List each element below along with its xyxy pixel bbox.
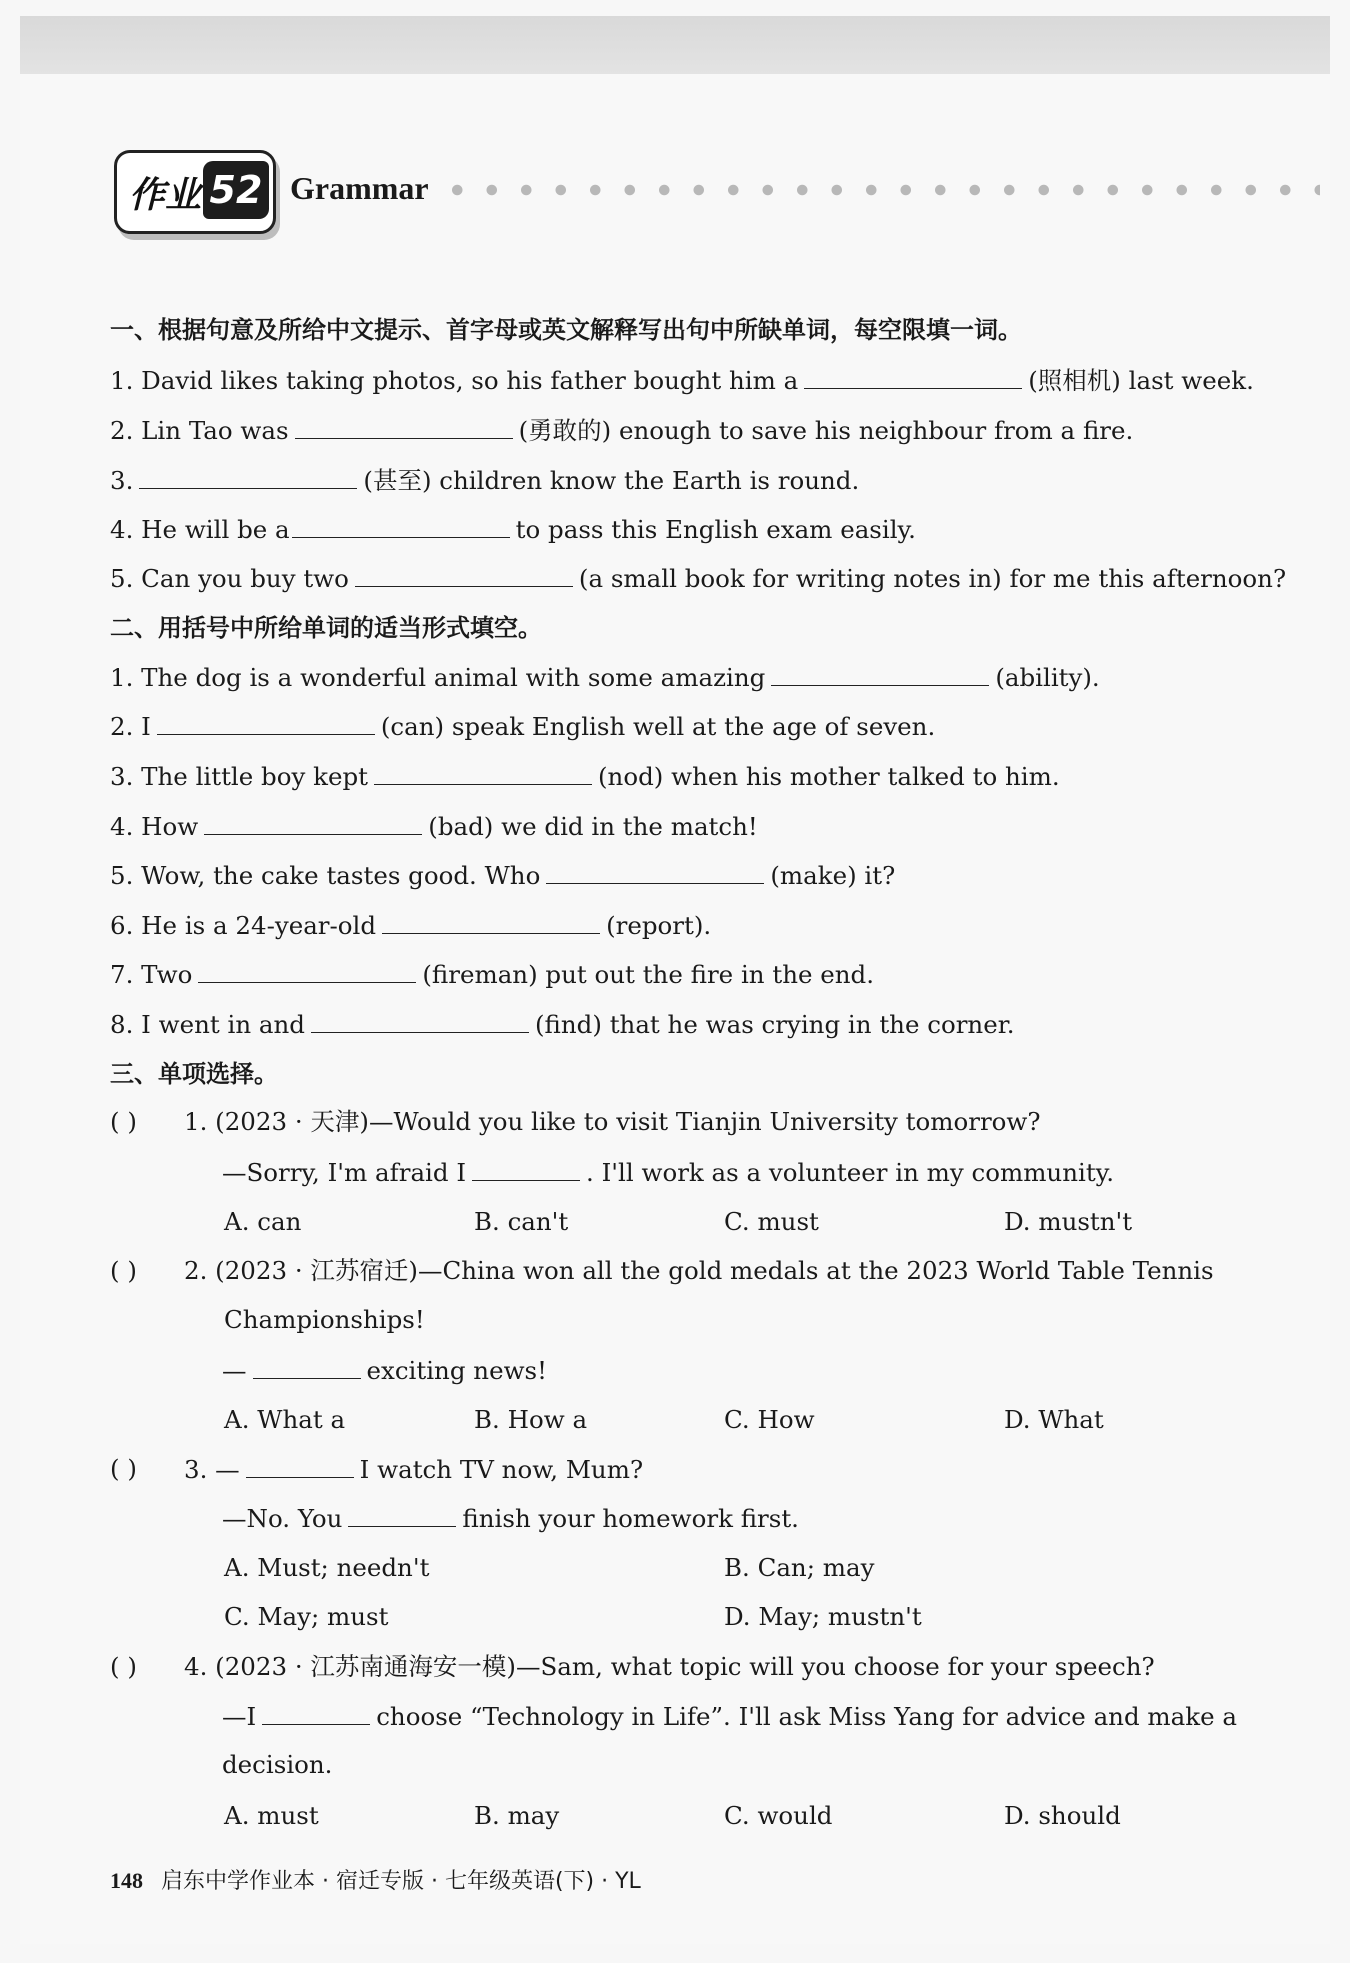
option-a[interactable]: A. What a bbox=[224, 1405, 346, 1434]
option-c[interactable]: C. May; must bbox=[224, 1602, 389, 1631]
s3-q1-reply bbox=[222, 1156, 1114, 1189]
answer-paren[interactable]: ( ) bbox=[110, 1652, 137, 1681]
s3-q2-stem: 2. (2023 · 江苏宿迁)—China won all the gold medals at the 2023 World Table Tennis bbox=[184, 1256, 1214, 1285]
option-a[interactable]: A. must bbox=[224, 1801, 319, 1830]
s3-q2-reply-a: — bbox=[222, 1356, 247, 1385]
answer-paren[interactable]: ( ) bbox=[110, 1256, 137, 1285]
s2-question-2 bbox=[110, 710, 935, 743]
option-d[interactable]: D. What bbox=[1004, 1405, 1104, 1434]
answer-blank[interactable] bbox=[295, 414, 513, 439]
s2-q1-hint: (ability). bbox=[995, 663, 1100, 692]
option-a[interactable]: A. Must; needn't bbox=[224, 1553, 430, 1582]
s2-q4-text: 4. How bbox=[110, 812, 199, 841]
s1-q1-hint: (照相机) last week. bbox=[1028, 366, 1254, 395]
s2-q1-text: 1. The dog is a wonderful animal with some amazing bbox=[110, 663, 766, 692]
s3-q1-reply-a: —Sorry, I'm afraid I bbox=[222, 1158, 467, 1187]
answer-paren[interactable]: ( ) bbox=[110, 1454, 137, 1483]
s2-q5-hint: (make) it? bbox=[770, 861, 896, 890]
homework-number: 52 bbox=[203, 161, 269, 219]
s1-q4-text: 4. He will be a bbox=[110, 515, 290, 544]
homework-badge bbox=[114, 150, 276, 234]
s3-q1-stem: 1. (2023 · 天津)—Would you like to visit Tianjin University tomorrow? bbox=[184, 1107, 1041, 1136]
s3-q3-stem bbox=[184, 1453, 643, 1486]
s1-q4-hint: to pass this English exam easily. bbox=[515, 515, 916, 544]
s2-question-4 bbox=[110, 810, 758, 843]
answer-blank[interactable] bbox=[771, 661, 989, 686]
s2-q8-hint: (find) that he was crying in the corner. bbox=[534, 1010, 1015, 1039]
s2-question-8 bbox=[110, 1008, 1015, 1041]
answer-blank[interactable] bbox=[246, 1453, 354, 1478]
s3-q4-stem: 4. (2023 · 江苏南通海安一模)—Sam, what topic will you choose for your speech? bbox=[184, 1652, 1155, 1681]
answer-blank[interactable] bbox=[262, 1700, 370, 1725]
s2-q7-hint: (fireman) put out the fire in the end. bbox=[422, 960, 875, 989]
s2-q6-hint: (report). bbox=[606, 911, 712, 940]
answer-blank[interactable] bbox=[311, 1008, 529, 1033]
s3-q2-reply bbox=[222, 1354, 547, 1387]
answer-blank[interactable] bbox=[804, 364, 1022, 389]
answer-blank[interactable] bbox=[157, 710, 375, 735]
top-scan-band bbox=[20, 16, 1330, 74]
s2-question-6 bbox=[110, 909, 711, 942]
option-c[interactable]: C. must bbox=[724, 1207, 819, 1236]
answer-paren[interactable]: ( ) bbox=[110, 1107, 137, 1136]
option-b[interactable]: B. How a bbox=[474, 1405, 588, 1434]
page-number: 148 bbox=[110, 1868, 143, 1893]
s1-q3-hint: (甚至) children know the Earth is round. bbox=[363, 466, 860, 495]
section-3-heading: 三、单项选择。 bbox=[110, 1060, 278, 1088]
s2-q7-text: 7. Two bbox=[110, 960, 193, 989]
option-d[interactable]: D. May; mustn't bbox=[724, 1602, 922, 1631]
option-b[interactable]: B. may bbox=[474, 1801, 560, 1830]
s2-question-1 bbox=[110, 661, 1100, 694]
section-2-heading: 二、用括号中所给单词的适当形式填空。 bbox=[110, 614, 542, 642]
s3-q3-reply-b: finish your homework first. bbox=[462, 1504, 799, 1533]
answer-blank[interactable] bbox=[472, 1156, 580, 1181]
answer-blank[interactable] bbox=[139, 464, 357, 489]
s3-q4-reply-cont: decision. bbox=[222, 1750, 333, 1779]
s2-question-5 bbox=[110, 859, 895, 892]
s2-question-3 bbox=[110, 760, 1060, 793]
s2-q3-hint: (nod) when his mother talked to him. bbox=[598, 762, 1060, 791]
answer-blank[interactable] bbox=[204, 810, 422, 835]
section-1-heading: 一、根据句意及所给中文提示、首字母或英文解释写出句中所缺单词，每空限填一词。 bbox=[110, 316, 1022, 344]
option-a[interactable]: A. can bbox=[224, 1207, 302, 1236]
s3-q3-reply bbox=[222, 1502, 799, 1535]
s3-q4-reply-b: choose “Technology in Life”. I'll ask Miss Yang for advice and make a bbox=[376, 1702, 1238, 1731]
s2-q2-hint: (can) speak English well at the age of seven. bbox=[380, 712, 936, 741]
s2-q6-text: 6. He is a 24-year-old bbox=[110, 911, 377, 940]
s1-q5-hint: (a small book for writing notes in) for me this afternoon? bbox=[578, 564, 1287, 593]
s2-q5-text: 5. Wow, the cake tastes good. Who bbox=[110, 861, 541, 890]
page-footer bbox=[110, 1864, 641, 1895]
answer-blank[interactable] bbox=[253, 1354, 361, 1379]
s1-q5-text: 5. Can you buy two bbox=[110, 564, 349, 593]
s2-q4-hint: (bad) we did in the match! bbox=[428, 812, 758, 841]
option-c[interactable]: C. would bbox=[724, 1801, 833, 1830]
s3-q1-reply-b: . I'll work as a volunteer in my community. bbox=[586, 1158, 1115, 1187]
s1-question-3 bbox=[110, 464, 859, 497]
answer-blank[interactable] bbox=[355, 562, 573, 587]
homework-label: 作业 bbox=[129, 175, 202, 216]
page-title: Grammar bbox=[290, 170, 429, 206]
s2-q8-text: 8. I went in and bbox=[110, 1010, 305, 1039]
s3-q4-reply bbox=[222, 1700, 1237, 1733]
s1-q2-text: 2. Lin Tao was bbox=[110, 416, 289, 445]
s3-q3-stem-a: 3. — bbox=[184, 1455, 240, 1484]
s3-q4-reply-a: —I bbox=[222, 1702, 257, 1731]
answer-blank[interactable] bbox=[382, 909, 600, 934]
answer-blank[interactable] bbox=[546, 859, 764, 884]
option-c[interactable]: C. How bbox=[724, 1405, 815, 1434]
s3-q2-reply-b: exciting news! bbox=[366, 1356, 547, 1385]
s3-q2-stem-cont: Championships! bbox=[224, 1305, 425, 1334]
option-d[interactable]: D. should bbox=[1004, 1801, 1121, 1830]
option-b[interactable]: B. Can; may bbox=[724, 1553, 875, 1582]
s2-question-7 bbox=[110, 958, 874, 991]
s3-q3-stem-b: I watch TV now, Mum? bbox=[359, 1455, 644, 1484]
option-b[interactable]: B. can't bbox=[474, 1207, 569, 1236]
s2-q3-text: 3. The little boy kept bbox=[110, 762, 368, 791]
answer-blank[interactable] bbox=[374, 760, 592, 785]
answer-blank[interactable] bbox=[348, 1502, 456, 1527]
s1-question-1 bbox=[110, 364, 1254, 397]
answer-blank[interactable] bbox=[198, 958, 416, 983]
s2-q2-text: 2. I bbox=[110, 712, 151, 741]
s1-q2-hint: (勇敢的) enough to save his neighbour from a fire. bbox=[518, 416, 1134, 445]
decorative-dots bbox=[440, 184, 1320, 196]
s1-question-5 bbox=[110, 562, 1286, 595]
s1-question-2 bbox=[110, 414, 1133, 447]
answer-blank[interactable] bbox=[292, 513, 510, 538]
s3-q3-reply-a: —No. You bbox=[222, 1504, 343, 1533]
s1-q3-text: 3. bbox=[110, 466, 134, 495]
option-d[interactable]: D. mustn't bbox=[1004, 1207, 1133, 1236]
s1-q1-text: 1. David likes taking photos, so his father bought him a bbox=[110, 366, 799, 395]
s1-question-4 bbox=[110, 513, 916, 546]
footer-text: 启东中学作业本 · 宿迁专版 · 七年级英语(下) · YL bbox=[161, 1869, 641, 1894]
